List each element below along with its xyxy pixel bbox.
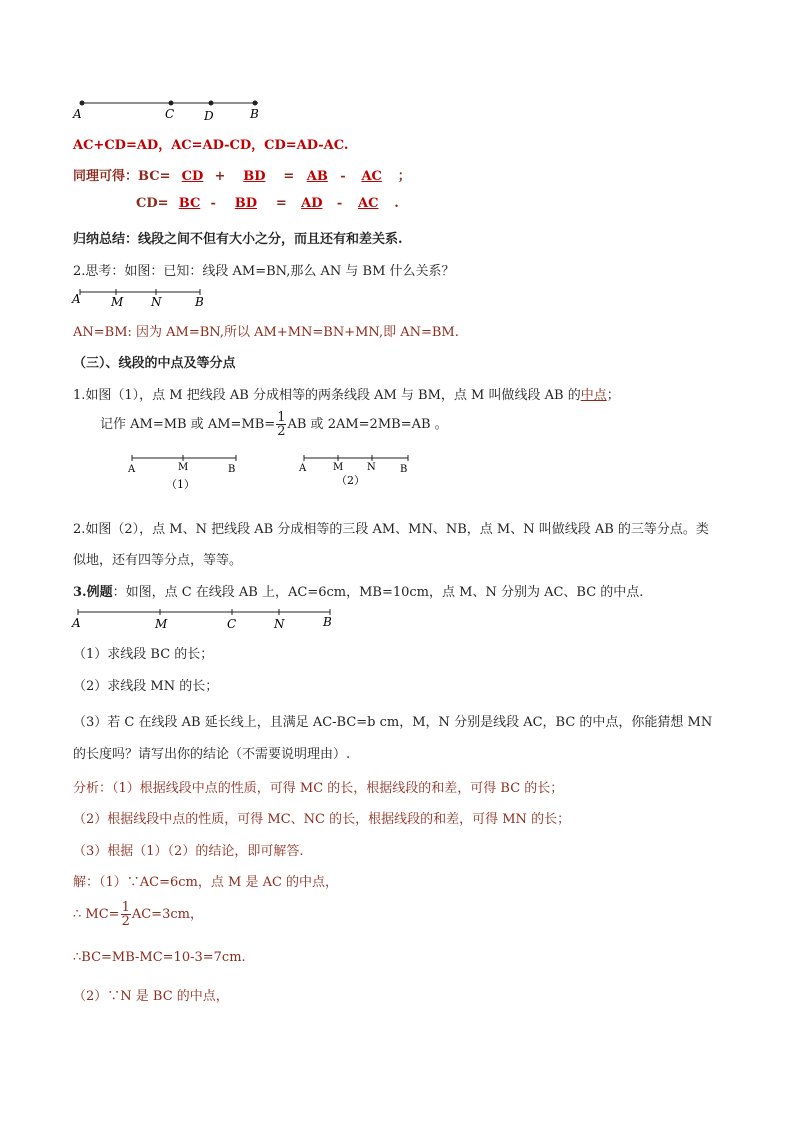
label-a: A bbox=[73, 107, 82, 121]
figure-midpoint-1 bbox=[124, 452, 244, 492]
midpoint-keyword: 中点 bbox=[580, 388, 607, 403]
formula-before: 记作 AM=MB 或 AM=MB= bbox=[100, 417, 276, 432]
midpoint-formula bbox=[100, 410, 448, 440]
question-3-line-1: （3）若 C 在线段 AB 延长线上，且满足 AC-BC=b cm，M，N 分别是线段 AC，BC 的中点，你能猜想 MN bbox=[73, 715, 713, 730]
label-n: N bbox=[367, 462, 376, 473]
plus-sign: + bbox=[214, 169, 226, 184]
equals-sign: = bbox=[283, 169, 295, 184]
example-label: 3.例题 bbox=[73, 585, 113, 600]
solution-2 bbox=[73, 898, 203, 932]
question-1: （1）求线段 BC 的长； bbox=[73, 647, 214, 662]
think-answer: AN=BM: 因为 AM=BN,所以 AM+MN=BN+MN,即 AN=BM. bbox=[73, 325, 459, 340]
cd-line bbox=[136, 196, 399, 211]
question-2: （2）求线段 MN 的长； bbox=[73, 679, 219, 694]
fraction-denominator-2: 2 bbox=[121, 914, 130, 929]
figure-example bbox=[70, 606, 340, 632]
line-end: ； bbox=[397, 169, 411, 184]
label-n: N bbox=[274, 617, 285, 631]
fraction-half bbox=[276, 411, 286, 438]
label-n: N bbox=[151, 295, 162, 309]
label-a: A bbox=[299, 463, 307, 474]
label-m: M bbox=[178, 462, 189, 473]
definition-end: ； bbox=[606, 388, 620, 403]
label-a: A bbox=[128, 464, 136, 475]
similarly-line bbox=[73, 165, 411, 184]
example-statement bbox=[73, 581, 643, 600]
blank-5: BC bbox=[178, 196, 201, 211]
fraction-denominator: 2 bbox=[277, 424, 286, 439]
point-c bbox=[169, 101, 174, 106]
caption-2: （2） bbox=[336, 474, 365, 487]
minus-sign-1: - bbox=[210, 196, 216, 211]
midpoint-definition bbox=[73, 384, 620, 403]
think-question: 2.思考：如图：已知：线段 AM=BN,那么 AN 与 BM 什么关系？ bbox=[73, 264, 455, 279]
figure-trisection-2 bbox=[296, 452, 416, 490]
fraction-half-2 bbox=[121, 901, 131, 928]
label-b: B bbox=[250, 107, 259, 121]
blank-3: AB bbox=[306, 169, 328, 184]
figure-segment-acdb bbox=[70, 96, 270, 122]
caption-1: （1） bbox=[166, 478, 195, 491]
label-a: A bbox=[72, 616, 81, 630]
equals-sign-2: = bbox=[275, 196, 287, 211]
blank-4: AC bbox=[361, 169, 382, 184]
label-m: M bbox=[155, 617, 168, 631]
analysis-2: （2）根据线段中点的性质，可得 MC、NC 的长，根据线段的和差，可得 MN 的长； bbox=[73, 812, 571, 827]
blank-1: CD bbox=[181, 169, 204, 184]
label-m: M bbox=[333, 462, 344, 473]
analysis-1: 分析：（1）根据线段中点的性质，可得 MC 的长，根据线段的和差，可得 BC 的长； bbox=[73, 781, 564, 796]
solution-3: ∴BC=MB-MC=10-3=7cm. bbox=[73, 950, 246, 965]
similarly-prefix: 同理可得：BC= bbox=[73, 169, 171, 184]
relation-line: AC+CD=AD，AC=AD-CD，CD=AD-AC. bbox=[73, 138, 349, 153]
section-heading: （三）、线段的中点及等分点 bbox=[73, 356, 236, 371]
solution-2-after: AC=3cm， bbox=[131, 907, 203, 922]
solution-2-before: ∴ MC= bbox=[73, 907, 120, 922]
label-c: C bbox=[227, 617, 237, 631]
analysis-3: （3）根据（1）（2）的结论，即可解答. bbox=[73, 844, 304, 859]
label-b: B bbox=[323, 615, 332, 629]
label-b: B bbox=[228, 464, 236, 475]
figure-segment-amnb bbox=[70, 286, 210, 310]
definition-text: 1.如图（1），点 M 把线段 AB 分成相等的两条线段 AM 与 BM，点 M 叫做线段 AB 的 bbox=[73, 388, 581, 403]
question-3-line-2: 的长度吗？请写出你的结论（不需要说明理由）. bbox=[73, 747, 351, 762]
label-m: M bbox=[111, 295, 124, 309]
minus-sign-2: - bbox=[336, 196, 343, 211]
minus-sign: - bbox=[340, 169, 346, 184]
point-b bbox=[253, 101, 258, 106]
cd-prefix: CD= bbox=[136, 196, 169, 211]
point-d bbox=[209, 101, 214, 106]
blank-8: AC bbox=[358, 196, 379, 211]
label-d: D bbox=[204, 109, 214, 122]
solution-1: 解：（1）∵AC=6cm，点 M 是 AC 的中点， bbox=[73, 875, 339, 890]
blank-7: AD bbox=[301, 196, 323, 211]
example-text: ：如图，点 C 在线段 AB 上，AC=6cm，MB=10cm，点 M、N 分别为 AC、BC 的中点. bbox=[112, 585, 644, 600]
trisection-line-1: 2.如图（2），点 M、N 把线段 AB 分成相等的三段 AM、MN、NB，点 M、N 叫做线段 AB 的三等分点。类 bbox=[73, 522, 709, 537]
label-b: B bbox=[400, 464, 408, 475]
blank-6: BD bbox=[234, 196, 258, 211]
blank-2: BD bbox=[243, 169, 266, 184]
label-c: C bbox=[165, 107, 175, 121]
label-a: A bbox=[72, 292, 81, 306]
trisection-line-2: 似地，还有四等分点，等等。 bbox=[73, 553, 243, 568]
fraction-numerator: 1 bbox=[277, 410, 286, 425]
formula-after: AB 或 2AM=2MB=AB 。 bbox=[287, 417, 448, 432]
point-a bbox=[80, 101, 85, 106]
label-b: B bbox=[195, 295, 204, 309]
summary-text: 归纳总结：线段之间不但有大小之分，而且还有和差关系. bbox=[73, 232, 403, 247]
solution-4: （2）∵N 是 BC 的中点， bbox=[73, 989, 229, 1004]
line-end-2: . bbox=[394, 196, 399, 211]
fraction-numerator-2: 1 bbox=[121, 900, 130, 915]
